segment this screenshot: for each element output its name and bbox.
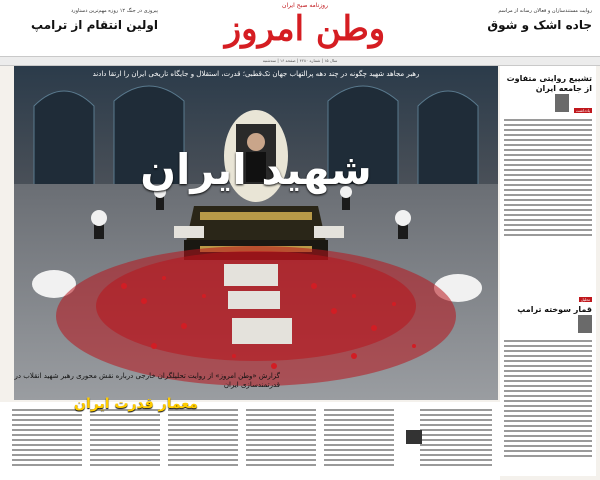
logo-tagline: روزنامه صبح ایران (282, 2, 328, 9)
body-column-6 (420, 406, 492, 476)
masthead-left-teaser[interactable] (8, 8, 158, 32)
left-teaser-headline: اولین انتقام از ترامپ (30, 18, 158, 32)
body-column-3 (168, 406, 238, 476)
left-teaser-kicker: پیروزی در جنگ ۱۲ روزه مهم‌ترین دستاورد (70, 8, 158, 14)
text-lines (504, 340, 592, 457)
shrine-photo-illustration (14, 66, 498, 400)
sidebar-story-2-tag: تحلیل (580, 297, 590, 302)
sidebar-story-1-title: تشییع روایتی متفاوت از جامعه ایران (506, 74, 592, 93)
body-column-5 (324, 406, 394, 476)
newspaper-logo: وطن امروز (224, 9, 386, 49)
sidebar-story-1-tag: یادداشت (575, 108, 590, 113)
right-teaser-kicker: روایت مستندسازان و فعالان رسانه از مراسم (498, 8, 592, 14)
body-column-2 (90, 406, 160, 476)
dateline: سال ۱۵ | شماره ۴۲۸۰ | صفحه ۱۶ | سه‌شنبه (0, 56, 600, 66)
right-teaser-headline: جاده اشک و شوق (487, 18, 592, 32)
masthead-right-teaser[interactable] (442, 8, 592, 32)
masthead (0, 0, 600, 56)
lead-story-headline[interactable]: معمار قدرت ایران (74, 396, 198, 412)
author-photo-icon (578, 315, 592, 333)
lead-story-kicker: گزارش «وطن امروز» از روایت تحلیلگران خارجی درباره نقش محوری رهبر شهید انقلاب در قدرتمندسازی ایران (14, 372, 280, 389)
main-photo (14, 66, 498, 400)
body-text-area (0, 402, 500, 480)
sidebar-column (500, 66, 596, 476)
sidebar-story-2-title: قمار سوخته ترامپ (517, 305, 592, 314)
sidebar-story-1[interactable] (504, 74, 592, 239)
author-photo-icon (555, 94, 569, 112)
sidebar-story-2[interactable] (504, 286, 592, 460)
logo-block (190, 2, 420, 49)
columnist-photo-icon (406, 430, 422, 444)
body-column-1 (12, 406, 82, 476)
body-column-4 (246, 406, 316, 476)
headline-deck: رهبر مجاهد شهید چگونه در چند دهه پرالتهاب جهان تک‌قطبی؛ قدرت، استقلال و جایگاه تاریخی ایران را ارتقا دادند (92, 70, 420, 78)
text-lines (504, 119, 592, 236)
main-headline[interactable]: شهید ایران (140, 145, 372, 194)
